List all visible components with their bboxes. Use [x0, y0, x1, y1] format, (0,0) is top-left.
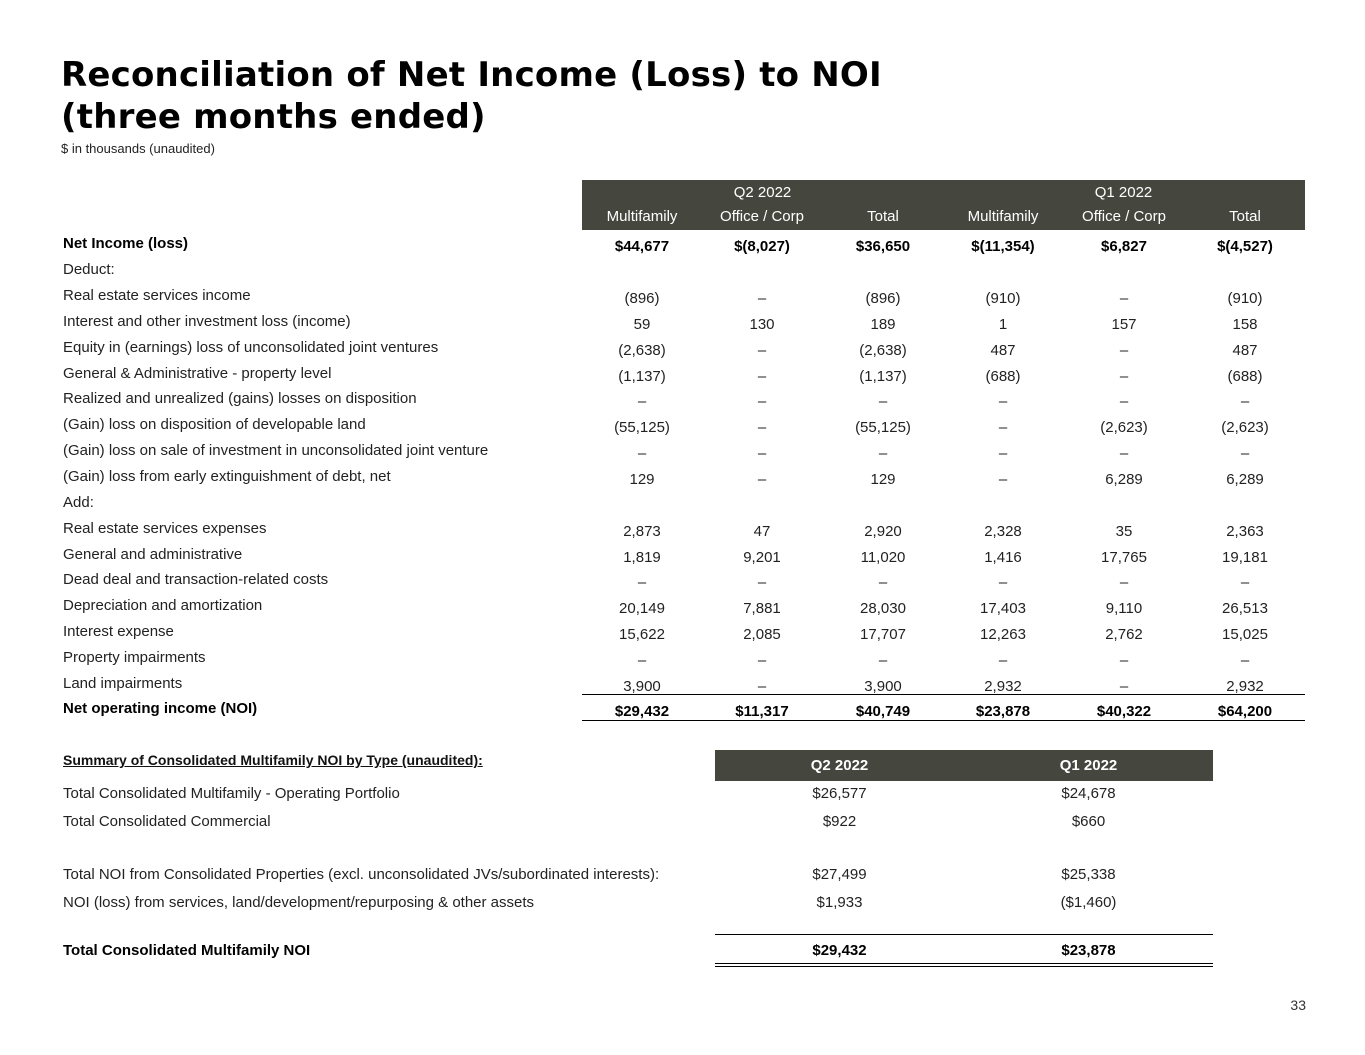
- table-row: [63, 519, 1305, 545]
- table-cell: –: [757, 678, 767, 695]
- table-cell: –: [637, 393, 647, 410]
- summary-title: Summary of Consolidated Multifamily NOI by Type (unaudited):: [63, 752, 483, 768]
- row-label: Net operating income (NOI): [63, 700, 258, 717]
- table-cell: 189: [870, 316, 896, 333]
- column-header: Total: [867, 208, 899, 225]
- table-cell: 2,932: [984, 678, 1022, 695]
- summary-table-header: [715, 750, 1213, 781]
- table-cell: –: [998, 419, 1008, 436]
- row-label: Dead deal and transaction-related costs: [63, 571, 329, 588]
- table-row: [63, 622, 1305, 648]
- row-label: Real estate services expenses: [63, 520, 267, 537]
- column-header: Office / Corp: [720, 208, 804, 225]
- column-header: Office / Corp: [1082, 208, 1166, 225]
- row-label: Property impairments: [63, 649, 206, 666]
- table-cell: 2,085: [743, 626, 781, 643]
- table-cell: (55,125): [855, 419, 911, 436]
- table-cell: (688): [985, 368, 1021, 385]
- summary-cell: $29,432: [812, 942, 867, 959]
- summary-total-rule: [715, 934, 1213, 935]
- table-cell: –: [1240, 574, 1250, 591]
- row-label: Equity in (earnings) loss of unconsolidated joint ventures: [63, 339, 439, 356]
- table-cell: –: [878, 445, 888, 462]
- table-cell: –: [757, 393, 767, 410]
- table-row: [63, 674, 1305, 700]
- summary-cell: $24,678: [1061, 785, 1116, 802]
- row-label: (Gain) loss on sale of investment in unconsolidated joint venture: [63, 442, 489, 459]
- table-cell: 26,513: [1222, 600, 1268, 617]
- summary-row-label: Total NOI from Consolidated Properties (excl. unconsolidated JVs/subordinated interests):: [63, 866, 660, 883]
- table-cell: 2,873: [623, 523, 661, 540]
- column-header: Total: [1229, 208, 1261, 225]
- table-cell: (2,623): [1221, 419, 1269, 436]
- table-cell: (896): [624, 290, 660, 307]
- row-label: Interest and other investment loss (income): [63, 313, 351, 330]
- table-cell: (55,125): [614, 419, 670, 436]
- table-cell: –: [637, 652, 647, 669]
- summary-double-rule: [715, 963, 1213, 964]
- table-cell: $29,432: [614, 703, 670, 720]
- table-cell: –: [998, 471, 1008, 488]
- row-label: Add:: [63, 494, 94, 511]
- summary-cell: $922: [822, 813, 857, 830]
- table-row: [63, 570, 1305, 596]
- table-cell: –: [1119, 678, 1129, 695]
- table-cell: 3,900: [864, 678, 902, 695]
- table-cell: –: [998, 445, 1008, 462]
- row-label: General and administrative: [63, 546, 243, 563]
- table-cell: –: [757, 419, 767, 436]
- table-cell: –: [1119, 574, 1129, 591]
- table-cell: 11,020: [860, 549, 906, 566]
- row-label: Depreciation and amortization: [63, 597, 263, 614]
- table-cell: –: [998, 574, 1008, 591]
- table-cell: –: [1240, 445, 1250, 462]
- table-row: [63, 338, 1305, 364]
- summary-cell: $25,338: [1061, 866, 1116, 883]
- title-line-2: (three months ended): [61, 97, 486, 137]
- table-cell: 1: [998, 316, 1008, 333]
- table-cell: (2,638): [859, 342, 907, 359]
- table-cell: –: [757, 574, 767, 591]
- table-cell: $44,677: [614, 238, 670, 255]
- table-cell: 2,363: [1226, 523, 1264, 540]
- table-cell: $36,650: [855, 238, 911, 255]
- table-cell: 17,707: [860, 626, 906, 643]
- table-cell: 17,403: [980, 600, 1026, 617]
- table-cell: $(4,527): [1217, 238, 1273, 255]
- table-row: [63, 648, 1305, 674]
- table-cell: 2,920: [864, 523, 902, 540]
- table-cell: 15,622: [619, 626, 665, 643]
- table-cell: –: [757, 652, 767, 669]
- summary-row: [63, 812, 1213, 836]
- table-cell: –: [757, 342, 767, 359]
- table-cell: 1,416: [984, 549, 1022, 566]
- table-cell: (2,623): [1100, 419, 1148, 436]
- table-row: [63, 364, 1305, 390]
- table-cell: (1,137): [618, 368, 666, 385]
- summary-row-label: Total Consolidated Multifamily - Operating Portfolio: [63, 785, 400, 802]
- table-cell: (2,638): [618, 342, 666, 359]
- table-cell: 28,030: [860, 600, 906, 617]
- table-cell: (910): [1227, 290, 1263, 307]
- page-number: 33: [1290, 997, 1306, 1013]
- page-title: [61, 54, 882, 138]
- row-label: (Gain) loss on disposition of developable land: [63, 416, 366, 433]
- row-label: Realized and unrealized (gains) losses on disposition: [63, 390, 417, 407]
- summary-row-label: Total Consolidated Multifamily NOI: [63, 942, 311, 959]
- table-row: [63, 493, 1305, 519]
- table-cell: 487: [990, 342, 1016, 359]
- table-row: [63, 545, 1305, 571]
- table-cell: 47: [753, 523, 771, 540]
- table-cell: $(8,027): [734, 238, 790, 255]
- table-cell: 3,900: [623, 678, 661, 695]
- table-cell: –: [1119, 368, 1129, 385]
- table-cell: 6,289: [1105, 471, 1143, 488]
- row-label: Deduct:: [63, 261, 115, 278]
- table-cell: 2,762: [1105, 626, 1143, 643]
- summary-cell: $660: [1071, 813, 1106, 830]
- table-cell: –: [757, 290, 767, 307]
- table-cell: $11,317: [735, 703, 789, 720]
- row-label: Net Income (loss): [63, 235, 189, 252]
- table-row: [63, 312, 1305, 338]
- table-cell: (896): [865, 290, 901, 307]
- table-cell: 17,765: [1101, 549, 1147, 566]
- table-cell: –: [757, 368, 767, 385]
- summary-row-label: NOI (loss) from services, land/development/repurposing & other assets: [63, 894, 535, 911]
- column-header: Multifamily: [606, 208, 678, 225]
- table-cell: –: [757, 471, 767, 488]
- table-cell: 2,932: [1226, 678, 1264, 695]
- table-cell: –: [637, 574, 647, 591]
- table-cell: 19,181: [1222, 549, 1268, 566]
- table-cell: 157: [1111, 316, 1137, 333]
- summary-cell: ($1,460): [1060, 894, 1117, 911]
- table-cell: 129: [870, 471, 896, 488]
- table-cell: $64,200: [1217, 703, 1273, 720]
- main-table-header: [582, 180, 1305, 230]
- table-row: [63, 596, 1305, 622]
- table-cell: $23,878: [975, 703, 1031, 720]
- table-cell: 129: [629, 471, 655, 488]
- column-header: Multifamily: [967, 208, 1039, 225]
- table-cell: –: [1119, 342, 1129, 359]
- summary-cell: $27,499: [812, 866, 867, 883]
- summary-row: [63, 784, 1213, 808]
- table-cell: 2,328: [984, 523, 1022, 540]
- table-row: [63, 467, 1305, 493]
- table-cell: –: [998, 393, 1008, 410]
- table-row: [63, 286, 1305, 312]
- table-cell: –: [1119, 445, 1129, 462]
- table-row: [63, 389, 1305, 415]
- table-cell: 9,110: [1105, 600, 1143, 617]
- table-cell: 6,289: [1226, 471, 1264, 488]
- table-cell: 158: [1232, 316, 1258, 333]
- table-cell: $(11,354): [971, 238, 1035, 255]
- table-cell: –: [878, 393, 888, 410]
- table-cell: 487: [1232, 342, 1258, 359]
- table-cell: 15,025: [1222, 626, 1268, 643]
- summary-double-rule: [715, 966, 1213, 967]
- table-cell: 130: [749, 316, 775, 333]
- table-cell: (1,137): [859, 368, 907, 385]
- summary-column-header: Q1 2022: [1059, 757, 1118, 774]
- summary-cell: $23,878: [1061, 942, 1116, 959]
- table-cell: –: [878, 574, 888, 591]
- row-label: Interest expense: [63, 623, 174, 640]
- table-cell: –: [998, 652, 1008, 669]
- table-cell: –: [1240, 393, 1250, 410]
- table-cell: (910): [985, 290, 1021, 307]
- table-cell: –: [757, 445, 767, 462]
- table-cell: 12,263: [980, 626, 1026, 643]
- table-cell: (688): [1227, 368, 1263, 385]
- summary-row: [63, 865, 1213, 889]
- summary-row: [63, 893, 1213, 917]
- table-cell: –: [1240, 652, 1250, 669]
- table-cell: –: [637, 445, 647, 462]
- row-label: General & Administrative - property level: [63, 365, 332, 382]
- row-label: Real estate services income: [63, 287, 251, 304]
- table-row: [63, 234, 1305, 260]
- table-row: [63, 699, 1305, 725]
- table-cell: $40,749: [855, 703, 911, 720]
- table-cell: –: [1119, 652, 1129, 669]
- table-cell: 20,149: [619, 600, 665, 617]
- table-cell: 9,201: [743, 549, 781, 566]
- total-rule-top: [582, 694, 1305, 695]
- table-row: [63, 260, 1305, 286]
- table-cell: 59: [633, 316, 651, 333]
- table-cell: 1,819: [623, 549, 661, 566]
- table-cell: –: [1119, 290, 1129, 307]
- period-header-q1: Q1 2022: [1094, 184, 1153, 201]
- table-cell: 35: [1115, 523, 1133, 540]
- summary-row: [63, 941, 1213, 965]
- table-cell: –: [1119, 393, 1129, 410]
- title-line-1: Reconciliation of Net Income (Loss) to NOI: [61, 55, 882, 95]
- table-cell: 7,881: [743, 600, 781, 617]
- table-cell: –: [878, 652, 888, 669]
- summary-column-header: Q2 2022: [810, 757, 869, 774]
- period-header-q2: Q2 2022: [733, 184, 792, 201]
- table-row: [63, 441, 1305, 467]
- total-rule-bottom: [582, 720, 1305, 721]
- subtitle: $ in thousands (unaudited): [61, 141, 215, 156]
- table-cell: $6,827: [1101, 238, 1147, 255]
- summary-row-label: Total Consolidated Commercial: [63, 813, 271, 830]
- row-label: Land impairments: [63, 675, 183, 692]
- summary-cell: $26,577: [812, 785, 867, 802]
- row-label: (Gain) loss from early extinguishment of debt, net: [63, 468, 391, 485]
- table-row: [63, 415, 1305, 441]
- summary-cell: $1,933: [816, 894, 863, 911]
- table-cell: $40,322: [1096, 703, 1152, 720]
